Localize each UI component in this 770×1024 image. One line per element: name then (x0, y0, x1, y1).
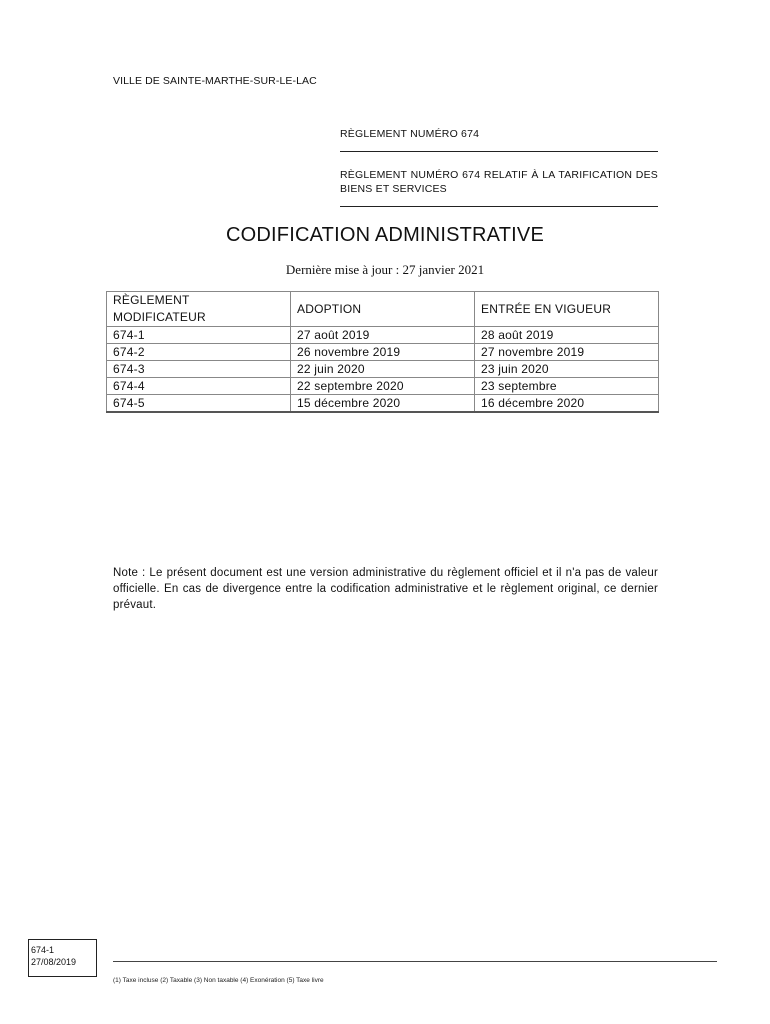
adoption-cell: 22 septembre 2020 (291, 378, 475, 395)
stamp-code: 674-1 (31, 945, 55, 955)
last-update-line: Dernière mise à jour : 27 janvier 2021 (285, 262, 485, 277)
stamp-date: 27/08/2019 (31, 957, 77, 967)
regulation-number: RÈGLEMENT NUMÉRO 674 (340, 128, 480, 140)
effective-cell: 16 décembre 2020 (475, 395, 659, 413)
table-row (107, 395, 659, 413)
column-header-effective-date: ENTRÉE EN VIGUEUR (475, 292, 659, 327)
regulation-cell: 674-2 (107, 344, 291, 361)
municipality-name: VILLE DE SAINTE-MARTHE-SUR-LE-LAC (113, 75, 317, 87)
regulation-cell: 674-5 (107, 395, 291, 413)
regulation-cell: 674-3 (107, 361, 291, 378)
footnotes: (1) Taxe incluse (2) Taxable (3) Non taxable (4) Exonération (5) Taxe livre (113, 977, 324, 984)
table-header-row (107, 292, 659, 327)
adoption-cell: 15 décembre 2020 (291, 395, 475, 413)
effective-cell: 27 novembre 2019 (475, 344, 659, 361)
table-row (107, 378, 659, 395)
adoption-cell: 22 juin 2020 (291, 361, 475, 378)
regulation-cell: 674-1 (107, 327, 291, 344)
effective-cell: 23 septembre (475, 378, 659, 395)
column-header-amending-regulation: RÈGLEMENT MODIFICATEUR (107, 292, 291, 327)
column-header-adoption: ADOPTION (291, 292, 475, 327)
adoption-cell: 26 novembre 2019 (291, 344, 475, 361)
table-row (107, 361, 659, 378)
document-title: CODIFICATION ADMINISTRATIVE (225, 224, 544, 246)
divider (340, 206, 658, 207)
amendments-table (106, 291, 659, 413)
adoption-cell: 27 août 2019 (291, 327, 475, 344)
effective-cell: 23 juin 2020 (475, 361, 659, 378)
disclaimer-note: Note : Le présent document est une version administrative du règlement officiel et il n'a pas de valeur officielle. En cas de divergence entre la codification administrative et le règlement original, ce dernier prévaut. (113, 567, 658, 611)
version-stamp (28, 939, 97, 977)
footer-divider (113, 961, 717, 962)
regulation-title: RÈGLEMENT NUMÉRO 674 RELATIF À LA TARIFICATION DES BIENS ET SERVICES (340, 169, 658, 195)
table-row (107, 327, 659, 344)
table-row (107, 344, 659, 361)
regulation-cell: 674-4 (107, 378, 291, 395)
effective-cell: 28 août 2019 (475, 327, 659, 344)
divider (340, 151, 658, 152)
